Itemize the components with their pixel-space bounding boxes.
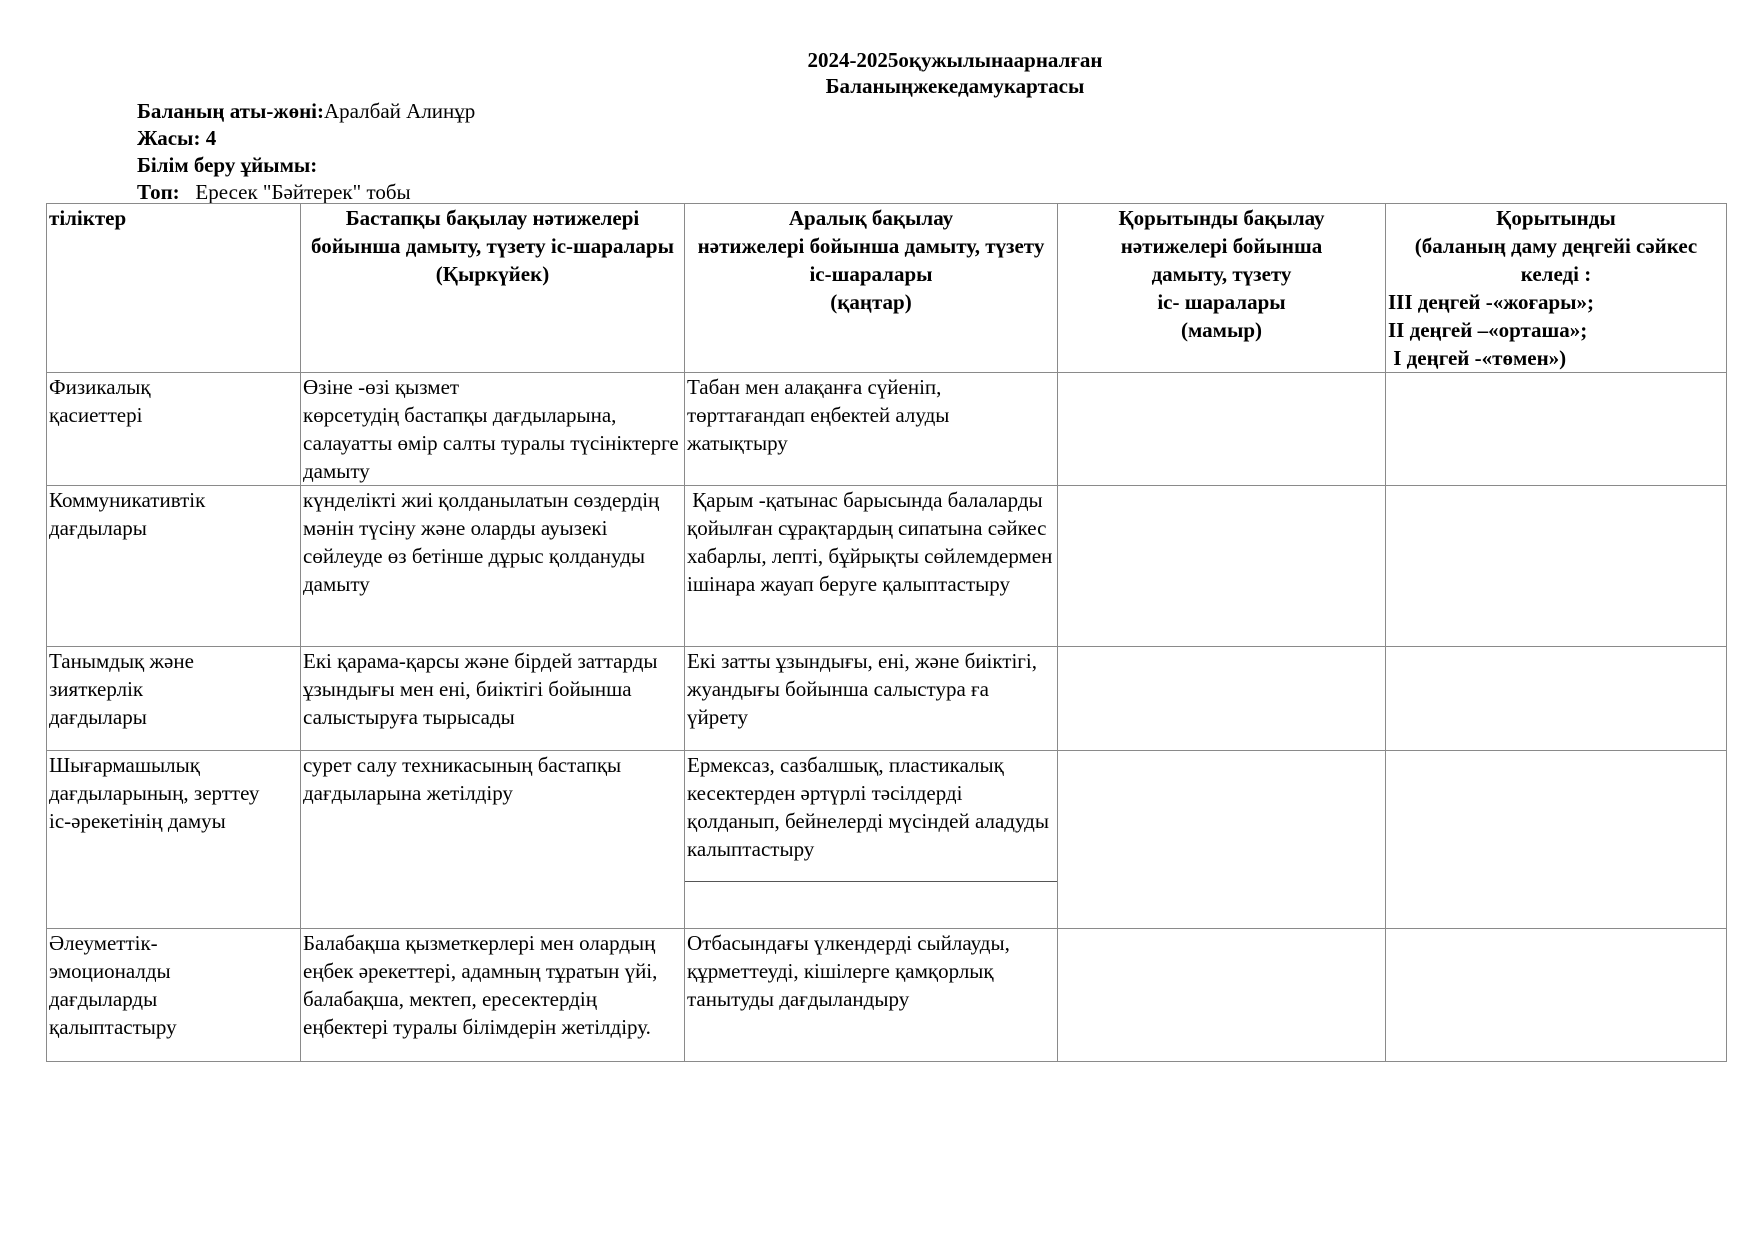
header-result-title: Қорытынды (баланың даму деңгейі сәйкес келеді : [1414,206,1698,286]
table-header-row [47,204,1727,373]
child-info-block [137,98,475,206]
level-3: ІІІ деңгей -«жоғары»; [1388,290,1595,314]
row-final [1058,486,1386,647]
row-area: Коммуникативтік дағдылары [47,486,301,647]
row-final [1058,751,1386,929]
row-initial: Екі қарама-қарсы және бірдей заттарды ұзындығы мен ені, биіктігі бойынша салыстыруға тырысады [301,647,685,751]
row-midterm [685,751,1058,929]
header-initial: Бастапқы бақылау нәтижелері бойынша дамыту, түзету іс-шаралары (Қыркүйек) [301,204,685,373]
table-row [47,929,1727,1062]
education-org-row [137,152,475,179]
header-midterm: Аралық бақылау нәтижелері бойынша дамыту, түзету іс-шаралары (қаңтар) [685,204,1058,373]
group-label: Топ: [137,180,180,204]
row-initial: сурет салу техникасының бастапқы дағдыларына жетілдіру [301,751,685,929]
table-row [47,647,1727,751]
row-initial: Өзіне -өзі қызмет көрсетудің бастапқы дағдыларына, салауатты өмір салты туралы түсініктерге дамыту [301,373,685,486]
row-final [1058,647,1386,751]
row-area: Әлеуметтік- эмоционалды дағдыларды қалыптастыру [47,929,301,1062]
child-name-row [137,98,475,125]
row-result [1386,486,1727,647]
row-result [1386,373,1727,486]
child-name-label: Баланың аты-жөні: [137,99,325,123]
header-areas: тіліктер [47,204,301,373]
row-midterm: Табан мен алақанға сүйеніп, төрттағандап еңбектей алуды жатықтыру [685,373,1058,486]
row-final [1058,929,1386,1062]
group-row [137,179,475,206]
header-result [1386,204,1727,373]
education-org-label: Білім беру ұйымы: [137,153,318,177]
header-final: Қорытынды бақылау нәтижелері бойынша дамыту, түзету іс- шаралары (мамыр) [1058,204,1386,373]
row-midterm-text: Ермексаз, сазбалшық, пластикалық кесектерден әртүрлі тәсілдерді қолданып, бейнелерді мүсіндей аладуды калыптастыру [687,753,1049,861]
row-result [1386,929,1727,1062]
row-area: Шығармашылық дағдыларының, зерттеу іс-әрекетінің дамуы [47,751,301,929]
child-age-row [137,125,475,152]
row-midterm: Отбасындағы үлкендерді сыйлауды, құрметтеуді, кішілерге қамқорлық танытуды дағдыландыру [685,929,1058,1062]
row-midterm-divider [685,881,1057,882]
row-result [1386,647,1727,751]
row-area: Физикалық қасиеттері [47,373,301,486]
row-result [1386,751,1727,929]
row-initial: Балабақша қызметкерлері мен олардың еңбек әрекеттері, адамның тұратын үйі, балабақша, мектеп, ересектердің еңбектері туралы білімдерін жетілдіру. [301,929,685,1062]
row-midterm: Қарым -қатынас барысында балаларды қойылған сұрақтардың сипатына сәйкес хабарлы, лепті, бұйрықты сөйлемдермен ішінара жауап беруге қалыптастыру [685,486,1058,647]
level-1: І деңгей -«төмен») [1388,346,1567,370]
group-value: Ересек "Бәйтерек" тобы [195,180,411,204]
table-row [47,373,1727,486]
child-name-value: Аралбай Алинұр [324,99,476,123]
row-initial: күнделікті жиі қолданылатын сөздердің мәнін түсіну және оларды ауызекі сөйлеуде өз бетінше дұрыс қолдануды дамыту [301,486,685,647]
level-2: ІІ деңгей –«орташа»; [1388,318,1588,342]
table-row [47,751,1727,929]
development-map-table [46,203,1727,1062]
row-area: Танымдық және зияткерлік дағдылары [47,647,301,751]
table-row [47,486,1727,647]
document-title-line1: 2024-2025оқужылынаарналған [807,48,1103,72]
row-final [1058,373,1386,486]
child-age-label: Жасы: 4 [137,126,217,150]
row-midterm: Екі затты ұзындығы, ені, және биіктігі, жуандығы бойынша салыстура ға үйрету [685,647,1058,751]
document-title-line2: Баланыңжекедамукартасы [825,74,1085,98]
